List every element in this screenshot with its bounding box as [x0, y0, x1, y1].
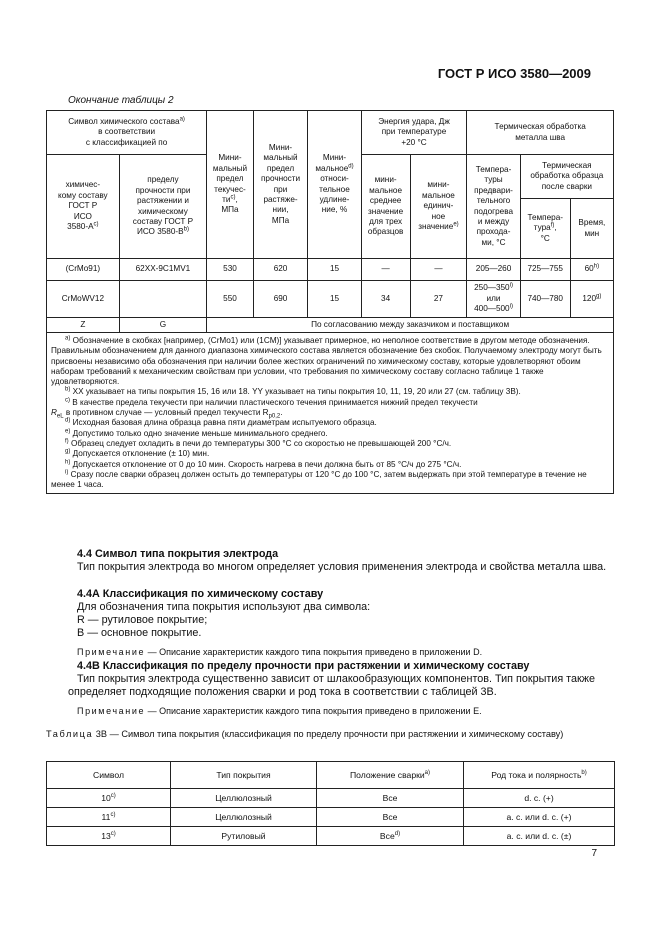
table-row — [47, 827, 615, 846]
cell-pwht-temp: 740—780 — [520, 281, 570, 318]
footnote-f: $^{f)}$ Образец следует охладить в печи до температуры 300 °С со скоростью не превышающей 200 °С/ч. — [65, 438, 452, 448]
section-heading: 4.4 Символ типа покрытия электрода — [77, 548, 279, 560]
symbol-group-header: Символ химического состава$^{a)}$ в соответствии с классификацией по — [47, 111, 207, 155]
table-3b-caption: Таблица 3В — Символ типа покрытия (классификация по пределу прочности при растяжении и химическому составу) — [46, 729, 564, 739]
heat-treatment-header: Термическая обработка металла шва — [467, 111, 614, 155]
cell-tensile-symbol: 62XX-9C1MV1 — [119, 259, 206, 281]
col-header-symbol: Символ — [47, 762, 171, 789]
footnote-e: $^{e)}$ Допустимо только одно значение меньше минимального среднего. — [65, 427, 328, 438]
cell-current: a. c. или d. c. (+) — [464, 808, 615, 827]
section-4-4a — [68, 588, 614, 659]
pwht-temp-header: Темпера- тура$^{f)}$, °С — [520, 199, 570, 259]
cell-tensile-symbol: G — [119, 318, 206, 333]
cell-chem-symbol: (CrMo91) — [47, 259, 120, 281]
cell-impact-single: — — [410, 259, 467, 281]
cell-elongation: 15 — [308, 259, 361, 281]
cell-agreement-text: По согласованию между заказчиком и поставщиком — [207, 318, 614, 333]
cell-symbol: 11$^{c)}$ — [47, 808, 171, 827]
paragraph: Для обозначения типа покрытия используют два символа: — [77, 601, 371, 613]
cell-impact-mean: 34 — [361, 281, 410, 318]
cell-tensile: 620 — [253, 259, 308, 281]
tensile-header: Мини- мальный предел прочности при растяже- нии, МПа — [253, 111, 308, 259]
col-header-coating: Тип покрытия — [171, 762, 317, 789]
impact-mean-header: мини- мальное среднее значение для трех образцов — [361, 155, 410, 259]
impact-single-header: мини- мальное единич- ное значение$^{e)}$ — [410, 155, 467, 259]
table-row-z — [47, 318, 614, 333]
col-header-position: Положение сварки$^{a)}$ — [317, 762, 464, 789]
list-item: В — основное покрытие. — [77, 627, 202, 639]
pwht-time-header: Время, мин — [570, 199, 613, 259]
cell-chem-symbol: CrMoWV12 — [47, 281, 120, 318]
cell-tensile-symbol — [119, 281, 206, 318]
page-number: 7 — [591, 848, 597, 859]
table-row — [47, 259, 614, 281]
cell-coating: Целлюлозный — [171, 789, 317, 808]
yield-header: Мини- мальный предел текучес- $ти^{c)}$, МПа — [207, 111, 254, 259]
note: Примечание — Описание характеристик каждого типа покрытия приведено в приложении Е. — [77, 706, 482, 716]
cell-symbol: 13$^{c)}$ — [47, 827, 171, 846]
cell-pwht-time: 120$^{g)}$ — [570, 281, 613, 318]
cell-preheat: 250—350$^{i)}$ или 400—500$^{i)}$ — [467, 281, 520, 318]
footnote-h: $^{h)}$ Допускается отклонение от 0 до 10 мин. Скорость нагрева в печи должна быть от 85 °С/ч до 275 °С/ч. — [65, 458, 462, 469]
cell-elongation: 15 — [308, 281, 361, 318]
cell-position: Все — [317, 808, 464, 827]
preheat-header: Темпера- туры предвари- тельного подогрева и между прохода- ми, °С — [467, 155, 520, 259]
impact-group-header: Энергия удара, Дж при температуре +20 °С — [361, 111, 467, 155]
col-header-current: Род тока и полярность$^{b)}$ — [464, 762, 615, 789]
cell-chem-symbol: Z — [47, 318, 120, 333]
paragraph: Тип покрытия электрода во многом определяет условия применения электрода и свойства металла шва. — [77, 561, 607, 573]
elongation-header: Мини- мальное$^{d)}$ относи- тельное удлине- ние, % — [308, 111, 361, 259]
document-id: ГОСТ Р ИСО 3580—2009 — [437, 66, 591, 81]
paragraph: Тип покрытия электрода существенно зависит от шлакообразующих компонентов. Тип покрытия также определяет подходящие положения сварки и род тока в соответствии с таблицей 3В. — [68, 673, 595, 698]
footnote-b: $^{b)}$ XX указывает на типы покрытия 15, 16 или 18. YY указывает на типы покрытия 10, 11, 19, 20 или 27 (см. таблицу 3В). — [65, 386, 521, 397]
footnote-i: $^{i)}$ Сразу после сварки образец должен остыть до температуры от 120 °С до 100 °С, затем выдержать при этой температуре в течение не менее 1 часа. — [51, 469, 587, 490]
table-row — [47, 808, 615, 827]
chem-composition-col-header: химичес- кому составу ГОСТ Р ИСО $3580-А^{c)}$ — [47, 155, 120, 259]
table-row — [47, 789, 615, 808]
section-heading: 4.4А Классификация по химическому составу — [77, 588, 324, 600]
table-2-caption: Окончание таблицы 2 — [68, 95, 174, 106]
footnote-g: $^{g)}$ Допускается отклонение (± 10) мин. — [65, 448, 210, 459]
section-4-4b — [68, 660, 614, 718]
cell-coating: Целлюлозный — [171, 808, 317, 827]
section-4-4 — [68, 548, 614, 574]
section-heading: 4.4В Классификация по пределу прочности при растяжении и химическому составу — [77, 660, 530, 672]
cell-preheat: 205—260 — [467, 259, 520, 281]
tensile-composition-col-header: пределу прочности при растяжении и химическому составу ГОСТ Р ИСО $3580-В^{b)}$ — [119, 155, 206, 259]
cell-symbol: 10$^{c)}$ — [47, 789, 171, 808]
footnote-c: $^{c)}$ В качестве предела текучести при наличии пластического течения принимается нижний предел текучести — [65, 397, 478, 407]
cell-current: d. c. (+) — [464, 789, 615, 808]
pwht-group-header: Термическая обработка образца после сварки — [520, 155, 613, 199]
cell-tensile: 690 — [253, 281, 308, 318]
table-row — [47, 281, 614, 318]
cell-impact-single: 27 — [410, 281, 467, 318]
table-2-footnotes — [47, 333, 614, 494]
cell-pwht-time: 60$^{h)}$ — [570, 259, 613, 281]
cell-impact-mean: — — [361, 259, 410, 281]
cell-yield: 550 — [207, 281, 254, 318]
cell-yield: 530 — [207, 259, 254, 281]
table-2 — [46, 110, 614, 494]
footnote-d: $^{d)}$ Исходная базовая длина образца равна пяти диаметрам испытуемого образца. — [65, 417, 377, 428]
cell-position: Все — [317, 789, 464, 808]
cell-current: a. c. или d. c. (±) — [464, 827, 615, 846]
table-3b — [46, 761, 615, 846]
list-item: R — рутиловое покрытие; — [77, 614, 208, 626]
footnote-a: $^{a)}$ Обозначение в скобках [например, (CrMo1) или (1CM)] указывает примерное, но неполное соответствие в другом методе обозначения. Правильным обозначением для данного диапазона химического состава является обозначение без скобок. Получаемому электроду могут быть присвоены независимо оба обозначения при наличии более жестких ограничений по химическому составу, которые удовлетворяют обоим наборам требований к механическим свойствам при условии, что требования по химическому составу согласно таблице 1 также удовлетворяются. — [51, 335, 602, 387]
note: Примечание — Описание характеристик каждого типа покрытия приведено в приложении D. — [77, 647, 483, 657]
cell-pwht-temp: 725—755 — [520, 259, 570, 281]
cell-coating: Рутиловый — [171, 827, 317, 846]
cell-position: Все$^{d)}$ — [317, 827, 464, 846]
footnote-c-cont: $R_{eL}$ в противном случае — условный предел текучести $R_{p0,2}$. — [51, 408, 283, 420]
